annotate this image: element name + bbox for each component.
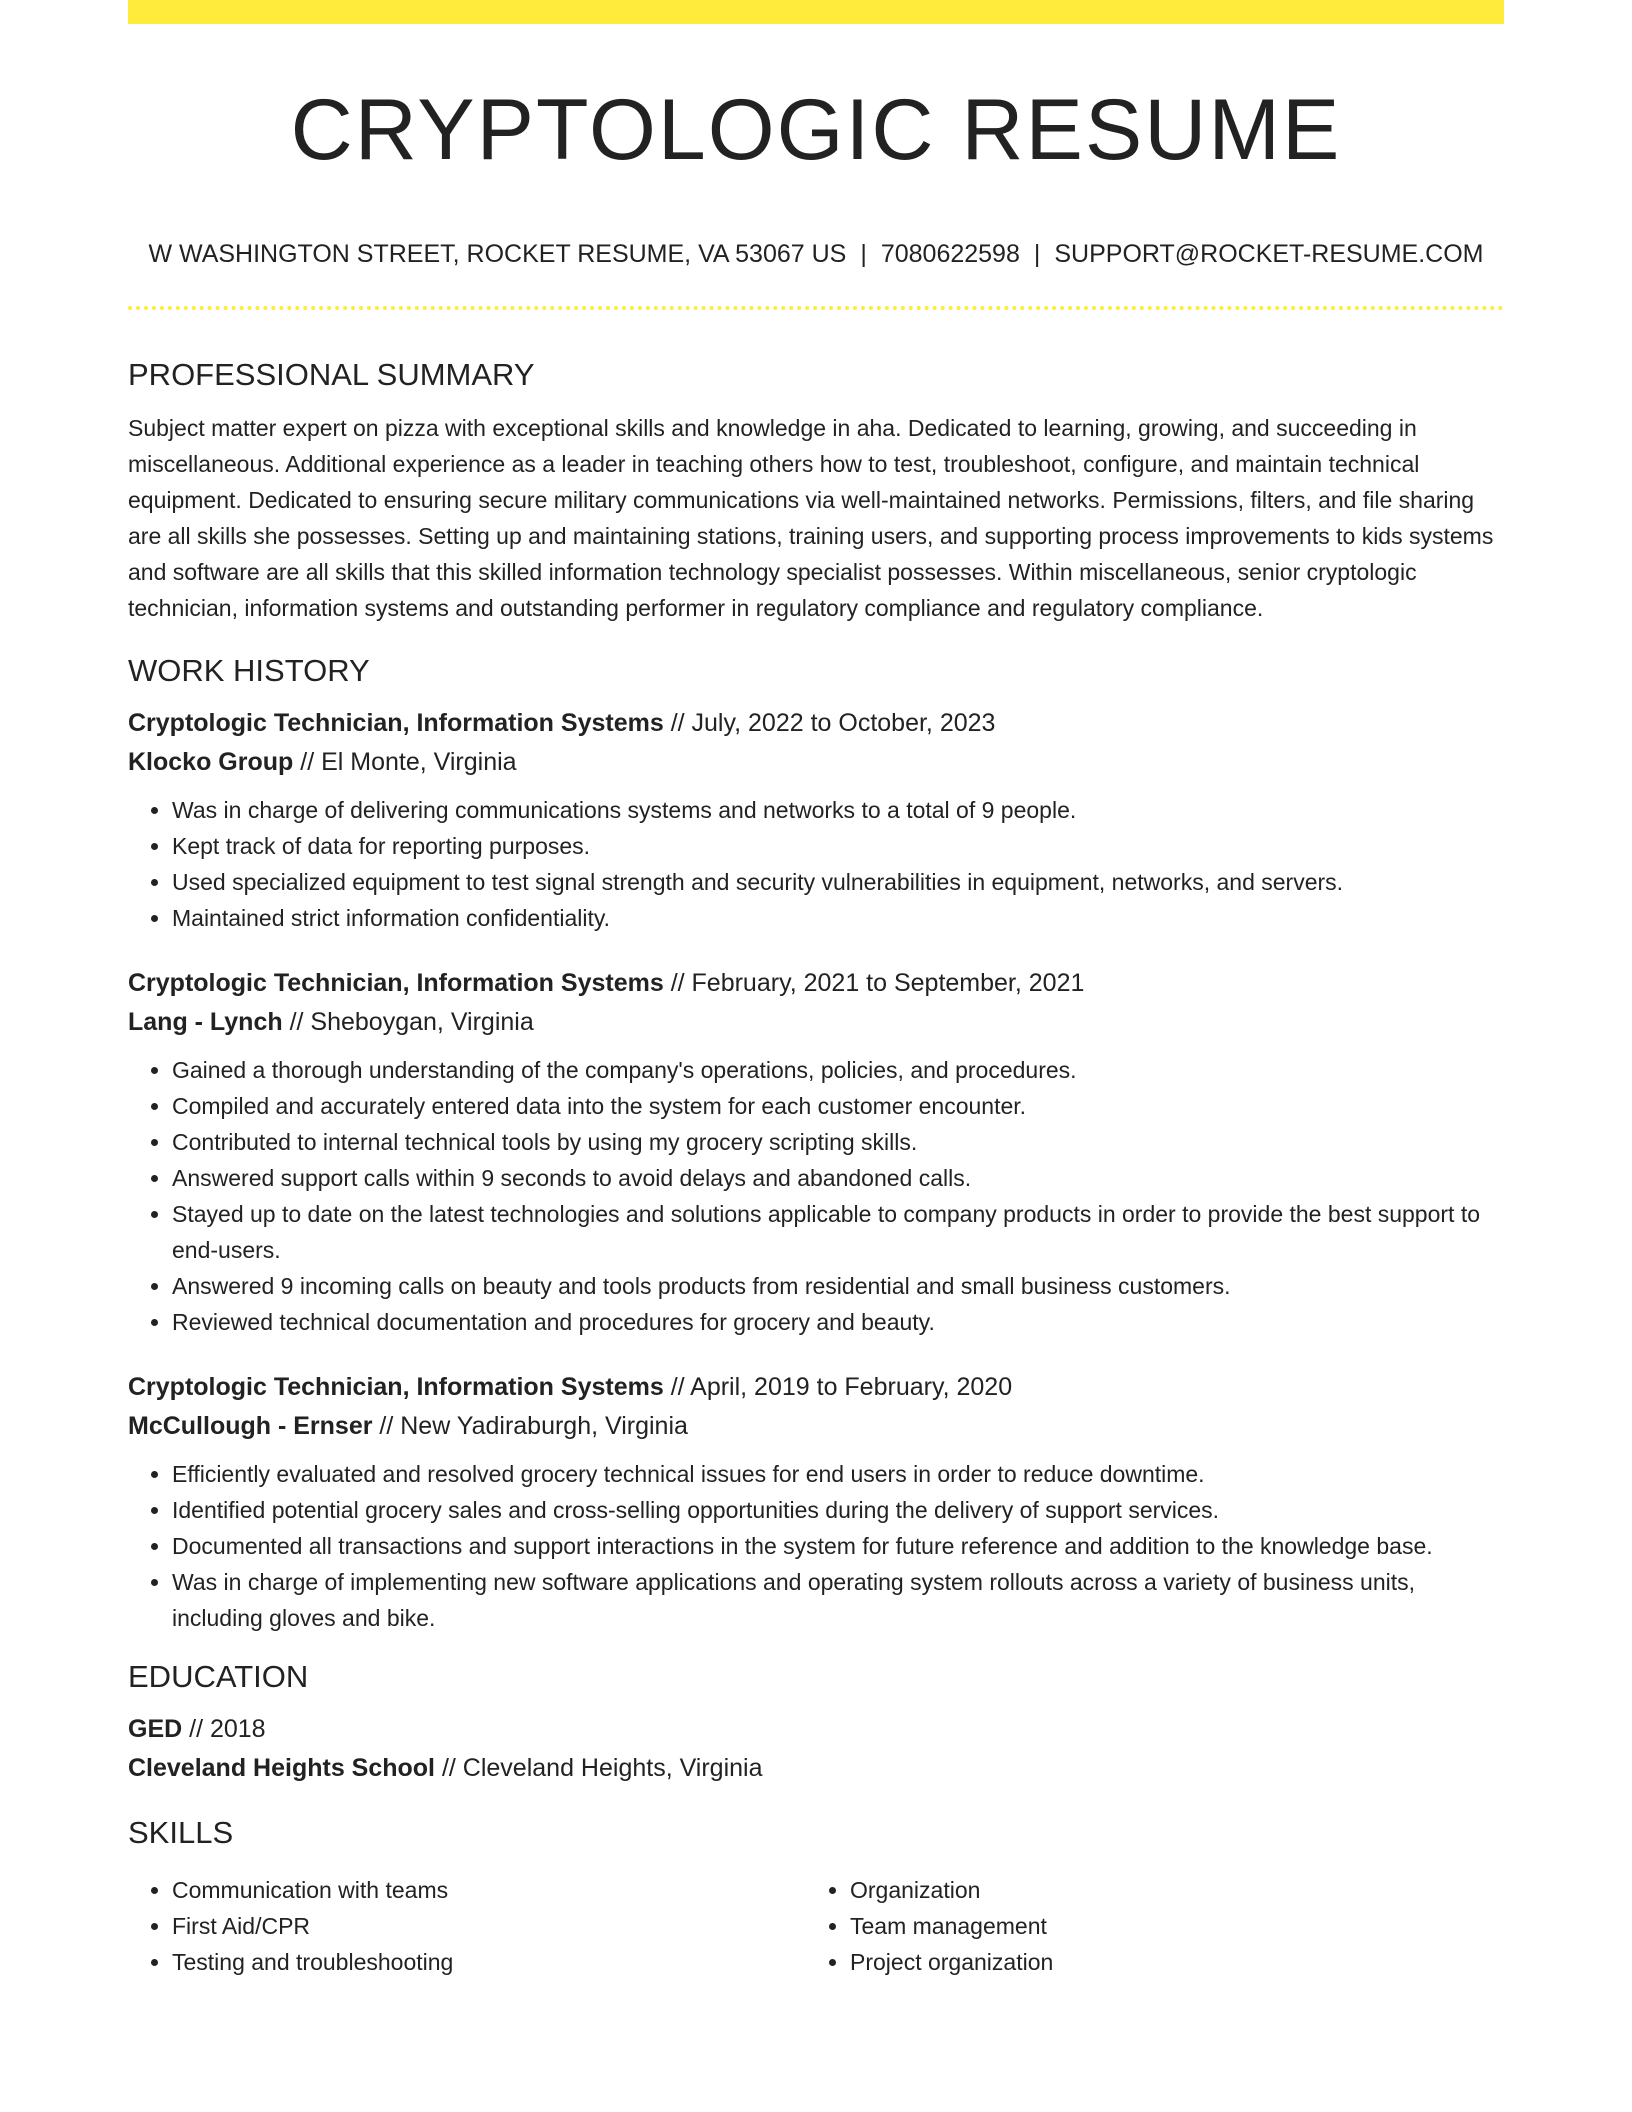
skill-item: • Communication with teams — [172, 1872, 806, 1908]
contact-address: W WASHINGTON STREET, ROCKET RESUME, VA 53067 US — [148, 240, 847, 268]
contact-email[interactable]: SUPPORT@ROCKET-RESUME.COM — [1054, 240, 1484, 268]
job-bullets — [128, 1052, 1504, 1340]
job-bullet: • Was in charge of implementing new software applications and operating system rollouts across a variety of business units, including gloves and bike. — [172, 1564, 1504, 1636]
job-bullet: • Was in charge of delivering communications systems and networks to a total of 9 people. — [172, 792, 1504, 828]
skills-list-left — [128, 1872, 806, 1980]
contact-line — [128, 236, 1504, 272]
job-location: // Sheboygan, Virginia — [282, 1008, 534, 1036]
accent-top-bar — [128, 0, 1504, 24]
job-entry — [128, 704, 1504, 936]
education-school-line — [128, 1749, 1504, 1788]
skill-item: • Organization — [850, 1872, 1484, 1908]
job-title: Cryptologic Technician, Information Systems — [128, 709, 664, 737]
job-company-line — [128, 1003, 1504, 1042]
job-bullet: • Efficiently evaluated and resolved grocery technical issues for end users in order to reduce downtime. — [172, 1456, 1504, 1492]
job-company: Klocko Group — [128, 748, 294, 776]
job-bullet: • Answered 9 incoming calls on beauty and tools products from residential and small business customers. — [172, 1268, 1504, 1304]
job-company-line — [128, 1407, 1504, 1446]
job-entry — [128, 1368, 1504, 1636]
job-entry — [128, 964, 1504, 1340]
work-history-section — [128, 646, 1504, 1636]
job-bullet: • Reviewed technical documentation and procedures for grocery and beauty. — [172, 1304, 1504, 1340]
job-title-line — [128, 1368, 1504, 1407]
job-bullet: • Identified potential grocery sales and cross-selling opportunities during the delivery of support services. — [172, 1492, 1504, 1528]
resume-title: CRYPTOLOGIC RESUME — [290, 82, 1342, 178]
skills-columns — [128, 1858, 1504, 1980]
job-bullet: • Stayed up to date on the latest technologies and solutions applicable to company products in order to provide the best support to end-users. — [172, 1196, 1504, 1268]
summary-section — [128, 350, 1504, 626]
work-history-heading: WORK HISTORY — [128, 653, 370, 688]
job-bullet: • Gained a thorough understanding of the company's operations, policies, and procedures. — [172, 1052, 1504, 1088]
job-company: Lang - Lynch — [128, 1008, 283, 1036]
summary-text: Subject matter expert on pizza with exceptional skills and knowledge in aha. Dedicated to learning, growing, and succeeding in miscellaneous. Additional experience as a leader in teaching others how to test, troubleshoot, configure, and maintain technical equipment. Dedicated to ensuring secure military communications via well-maintained networks. Permissions, filters, and file sharing are all skills she possesses. Setting up and maintaining stations, training users, and supporting process improvements to kids systems and software are all skills that this skilled information technology specialist possesses. Within miscellaneous, senior cryptologic technician, information systems and outstanding performer in regulatory compliance and regulatory compliance. — [128, 415, 1494, 621]
contact-separator: | — [1033, 240, 1041, 268]
job-location: // El Monte, Virginia — [293, 748, 517, 776]
education-heading: EDUCATION — [128, 1659, 309, 1694]
job-title-line — [128, 704, 1504, 743]
contact-separator: | — [860, 240, 867, 268]
job-bullet: • Maintained strict information confidentiality. — [172, 900, 1504, 936]
skills-section — [128, 1808, 1504, 1980]
summary-heading: PROFESSIONAL SUMMARY — [128, 357, 535, 392]
job-title: Cryptologic Technician, Information Systems — [128, 1373, 664, 1401]
job-dates: // July, 2022 to October, 2023 — [663, 709, 996, 737]
job-bullet: • Used specialized equipment to test signal strength and security vulnerabilities in equipment, networks, and servers. — [172, 864, 1504, 900]
contact-phone[interactable]: 7080622598 — [880, 240, 1020, 268]
job-title: Cryptologic Technician, Information Systems — [128, 969, 664, 997]
job-bullet: • Compiled and accurately entered data into the system for each customer encounter. — [172, 1088, 1504, 1124]
dotted-divider — [128, 306, 1504, 310]
job-location: // New Yadiraburgh, Virginia — [372, 1412, 688, 1440]
job-bullets — [128, 792, 1504, 936]
education-location: // Cleveland Heights, Virginia — [435, 1754, 763, 1782]
job-bullet: • Kept track of data for reporting purposes. — [172, 828, 1504, 864]
job-title-line — [128, 964, 1504, 1003]
skills-list-right — [806, 1872, 1484, 1980]
education-section — [128, 1652, 1504, 1788]
education-school: Cleveland Heights School — [128, 1754, 436, 1782]
job-bullet: • Contributed to internal technical tools by using my grocery scripting skills. — [172, 1124, 1504, 1160]
skill-item: • Team management — [850, 1908, 1484, 1944]
job-bullet: • Answered support calls within 9 seconds to avoid delays and abandoned calls. — [172, 1160, 1504, 1196]
education-degree: GED — [128, 1715, 183, 1743]
education-year: // 2018 — [182, 1715, 266, 1743]
skill-item: • First Aid/CPR — [172, 1908, 806, 1944]
skill-item: • Project organization — [850, 1944, 1484, 1980]
job-dates: // April, 2019 to February, 2020 — [663, 1373, 1013, 1401]
job-bullet: • Documented all transactions and support interactions in the system for future reference and addition to the knowledge base. — [172, 1528, 1504, 1564]
skill-item: • Testing and troubleshooting — [172, 1944, 806, 1980]
job-company-line — [128, 743, 1504, 782]
job-company: McCullough - Ernser — [128, 1412, 373, 1440]
job-bullets — [128, 1456, 1504, 1636]
skills-heading: SKILLS — [128, 1815, 234, 1850]
resume-content — [128, 350, 1504, 1980]
job-dates: // February, 2021 to September, 2021 — [663, 969, 1085, 997]
education-degree-line — [128, 1710, 1504, 1749]
